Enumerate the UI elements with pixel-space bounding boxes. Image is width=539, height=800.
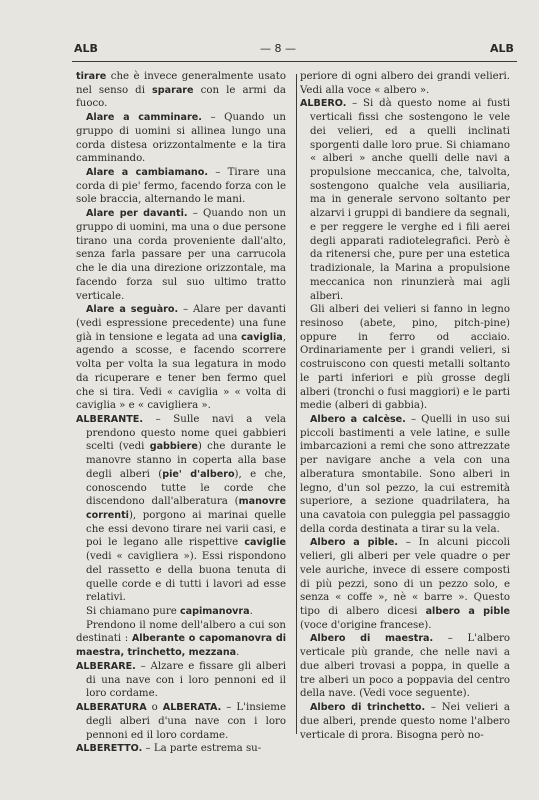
page-number: — 8 — bbox=[260, 42, 296, 55]
headword: Alberante o capomanovra di maestra, trinchetto, mezzana bbox=[76, 633, 287, 659]
headword: capimanovra bbox=[179, 606, 250, 618]
definition-text: – Alzare e fissare gli alberi di una nave con i loro pennoni ed il loro cordame. bbox=[86, 660, 286, 700]
dictionary-entry bbox=[76, 701, 286, 742]
headword: Albero di trinchetto. bbox=[310, 702, 426, 714]
definition-text: – Quando non un gruppo di uomini, ma una o due persone tirano una corda proveniente dall'alto, senza farla passare per una carrucola che le dia una direzione orizzontale, ma facendo forza sul suo ultimo tratto verticale. bbox=[76, 208, 286, 302]
dictionary-entry bbox=[76, 70, 286, 111]
definition-text: – Alare per davanti (vedi espressione precedente) una fune già in tensione e legata ad una bbox=[76, 304, 286, 343]
definition-text: ), porgono ai marinai quelle che essi devono tirare nei varii casi, e poi le legano alle rispettive bbox=[86, 510, 286, 549]
dictionary-entry bbox=[300, 701, 510, 742]
headword: Alare per davanti. bbox=[86, 208, 188, 220]
headword: caviglie bbox=[244, 537, 286, 549]
definition-text: periore di ogni albero dei grandi velieri. Vedi alla voce « albero ». bbox=[300, 71, 510, 96]
definition-text: – Nei velieri a due alberi, prende questo nome l'albero verticale di prora. Bisogna però no- bbox=[300, 702, 510, 741]
running-header bbox=[0, 42, 539, 58]
dictionary-entry bbox=[300, 70, 510, 97]
dictionary-entry bbox=[76, 303, 286, 413]
dictionary-entry bbox=[76, 742, 286, 756]
definition-text: – In alcuni piccoli velieri, gli alberi per vele quadre o per vele auriche, invece di essere composti di più pezzi, sono di un pezzo solo, e senza « coffe », nè « barre ». Questo tipo di albero dicesi bbox=[300, 537, 510, 618]
definition-text: – Tirare una corda di pie' fermo, facendo forza con le sole braccia, alternando le mani. bbox=[76, 167, 286, 206]
headword: ALBERETTO. bbox=[76, 743, 143, 755]
headword: caviglia bbox=[241, 331, 283, 343]
dictionary-entry bbox=[76, 111, 286, 166]
definition-text: che è invece generalmente usato nel senso di bbox=[76, 71, 286, 96]
headword: sparare bbox=[152, 84, 194, 96]
headword: Albero di maestra. bbox=[310, 633, 434, 645]
headword: Alare a camminare. bbox=[86, 112, 202, 124]
headword: gabbiere bbox=[149, 441, 198, 453]
definition-text: – Quelli in uso sui piccoli bastimenti a vele latine, e sulle imbarcazioni a remi che sono attrezzate per navigare anche a vela con una alberatura smontabile. Sono alberi in legno, d'un sol pezzo, la cui estremità superiore, a sezione quadrilatera, ha una cavatoia con puleggia pel passaggio della corda destinata a tirar su la vela. bbox=[300, 413, 510, 535]
definition-text: Prendono il nome dell'albero a cui son destinati : bbox=[76, 619, 286, 645]
definition-text: ) che durante le manovre stanno in coperta alla base degli alberi ( bbox=[86, 441, 286, 480]
headword: manovre correnti bbox=[86, 496, 286, 521]
headword: Albero a pible. bbox=[310, 537, 399, 549]
definition-text: – Sulle navi a vela prendono questo nome quei gabbieri scelti (vedi bbox=[86, 413, 286, 453]
headword: albero a pible bbox=[425, 606, 510, 618]
dictionary-entry bbox=[300, 536, 510, 632]
right-column bbox=[300, 70, 510, 742]
definition-text: . bbox=[236, 647, 240, 659]
definition-text: ), e che, conoscendo tutte le corde che discendono dall'alberatura ( bbox=[86, 468, 286, 508]
dictionary-entry bbox=[76, 619, 286, 660]
definition-text: (voce d'origine francese). bbox=[300, 619, 432, 631]
dictionary-entry bbox=[76, 166, 286, 207]
header-right-guideword: ALB bbox=[490, 42, 514, 55]
definition-text: Gli alberi dei velieri si fanno in legno resinoso (abete, pino, pitch-pine) oppure in ferro od acciaio. Ordinariamente per i grandi velieri, si costruiscono con questi metalli soltanto le parti inferiori e più grosse degli alberi (tronchi o fusi maggiori) e le parti medie (alberi di gabbia). bbox=[300, 304, 510, 412]
definition-text: – Quando un gruppo di uomini si allinea lungo una corda distesa orizzontalmente e la tira camminando. bbox=[76, 112, 286, 165]
definition-text: – L'insieme degli alberi d'una nave con i loro pennoni ed il loro cordame. bbox=[86, 702, 286, 741]
headword: ALBERO. bbox=[300, 98, 347, 110]
definition-text: (vedi « cavigliera »). Essi rispondono del rassetto e della buona tenuta di quelle corde e di tutti i lavori ad esse relativi. bbox=[86, 551, 286, 604]
definition-text: Si chiamano pure bbox=[86, 606, 180, 618]
headword: Albero a calcèse. bbox=[310, 413, 406, 425]
definition-text: . bbox=[249, 606, 253, 618]
dictionary-entry bbox=[76, 413, 286, 605]
header-left-guideword: ALB bbox=[74, 42, 98, 55]
headword: pie' d'albero bbox=[162, 468, 235, 480]
dictionary-entry bbox=[300, 413, 510, 536]
dictionary-entry bbox=[76, 605, 286, 619]
dictionary-entry bbox=[76, 207, 286, 303]
column-divider bbox=[296, 74, 297, 734]
headword: ALBERATURA bbox=[76, 702, 147, 714]
headword: Alare a cambiamano. bbox=[86, 167, 208, 179]
definition-text: o bbox=[146, 702, 163, 714]
definition-text: , agendo a scosse, e facendo scorrere volta per volta la sua legatura in modo da ricuperare e tener ben fermo quel che si tira. Vedi « caviglia » « volta di caviglia » e « cavigliera ». bbox=[76, 331, 286, 412]
headword: ALBERATA. bbox=[162, 702, 222, 714]
headword: tirare bbox=[76, 71, 107, 82]
left-column bbox=[76, 70, 286, 756]
header-rule bbox=[72, 61, 517, 62]
headword: ALBERANTE. bbox=[76, 413, 143, 425]
definition-text: – Si dà questo nome ai fusti verticali fissi che sostengono le vele dei velieri, ed a quelli inclinati sporgenti dalle loro prue. Si chiamano « alberi » anche quelli delle navi a propulsione meccanica, che, talvolta, sostengono qualche vela ausiliaria, ma in generale servono soltanto per alzarvi i gruppi di bandiere da segnali, e per reggere le verghe ed i fili aerei degli apparati radiotelegrafici. Però è da ritenersi che, pure per una estetica tradizionale, la Marina a propulsione meccanica non rinunzierà mai agli alberi. bbox=[310, 98, 511, 302]
headword: Alare a seguàro. bbox=[86, 304, 179, 316]
definition-text: – L'albero verticale più grande, che nelle navi a due alberi trovasi a poppa, in quelle a tre alberi un poco a poppavia del centro della nave. (Vedi voce seguente). bbox=[300, 633, 510, 700]
dictionary-entry bbox=[300, 97, 510, 303]
dictionary-entry bbox=[300, 303, 510, 413]
headword: ALBERARE. bbox=[76, 660, 136, 672]
dictionary-entry bbox=[300, 632, 510, 701]
definition-text: con le armi da fuoco. bbox=[76, 84, 286, 110]
definition-text: – La parte estrema su- bbox=[142, 743, 262, 755]
dictionary-entry bbox=[76, 660, 286, 701]
